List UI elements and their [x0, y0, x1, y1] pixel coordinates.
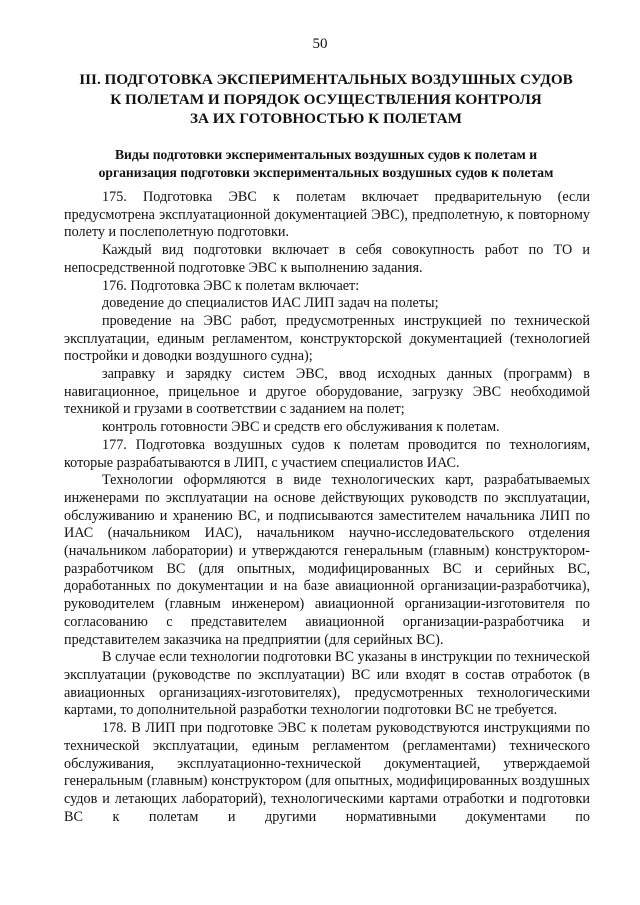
list-item: заправку и зарядку систем ЭВС, ввод исходных данных (программ) в навигационное, прицельное и другое оборудование, загрузку ЭВС необходимой техникой и грузами в соответствии с заданием на полет; — [64, 366, 590, 418]
section-title-line: ЗА ИХ ГОТОВНОСТЬЮ К ПОЛЕТАМ — [190, 110, 462, 127]
paragraph: Технологии оформляются в виде технологических карт, разрабатываемых инженерами по эксплуатации на основе действующих руководств по эксплуатации, обслуживанию и хранению ВС, и подписываются заместителем начальника ЛИП по ИАС (начальником ИАС), начальником научно-исследовательского отделения (начальником лаборатории) и утверждаются генеральным (главным) конструктором-разработчиком ВС (для опытных, модифицированных ВС и серийных ВС, доработанных по документации и на базе авиационной организации-разработчика), руководителем (главным инженером) авиационной организации-изготовителя по согласованию с представителем авиационной организации-разработчика и представителем заказчика на предприятии (для серийных ВС). — [64, 472, 590, 648]
subsection-title-line: Виды подготовки экспериментальных воздушных судов к полетам и — [114, 147, 538, 162]
paragraph-176: 176. Подготовка ЭВС к полетам включает: — [102, 277, 360, 294]
section-title-line: III. ПОДГОТОВКА ЭКСПЕРИМЕНТАЛЬНЫХ ВОЗДУШНЫХ СУДОВ — [79, 71, 573, 88]
subsection-title-line: организация подготовки экспериментальных воздушных судов к полетам — [98, 165, 554, 180]
list-item: контроль готовности ЭВС и средств его обслуживания к полетам. — [102, 419, 500, 436]
paragraph-178: 178. В ЛИП при подготовке ЭВС к полетам руководствуются инструкциями по технической эксплуатации, единым регламентом (регламентами) технического обслуживания, эксплуатационно-технической документацией, утверждаемой генеральным (главным) конструктором (для опытных, модифицированных воздушных судов и летающих лабораторий), технологическими картами отработки и подготовки ВС к полетам и другими нормативными документами по — [64, 720, 590, 825]
subsection-title — [64, 146, 588, 182]
section-title-line: К ПОЛЕТАМ И ПОРЯДОК ОСУЩЕСТВЛЕНИЯ КОНТРОЛЯ — [110, 90, 542, 108]
list-item: доведение до специалистов ИАС ЛИП задач на полеты; — [102, 295, 439, 312]
paragraph: В случае если технологии подготовки ВС указаны в инструкции по технической эксплуатации (руководстве по эксплуатации) ВС или входят в состав отработок (в авиационных организациях-изготовителях), предусмотренных технологическими картами, то дополнительной разработки технологии подготовки ВС не требуется. — [64, 649, 590, 719]
page-number: 50 — [312, 36, 328, 52]
paragraph: Каждый вид подготовки включает в себя совокупность работ по ТО и непосредственной подготовке ЭВС к выполнению задания. — [64, 242, 590, 276]
list-item: проведение на ЭВС работ, предусмотренных инструкцией по технической эксплуатации, единым регламентом, конструкторской документацией (технологией постройки и доводки воздушного судна); — [64, 312, 590, 365]
document-body — [64, 189, 590, 826]
section-title — [64, 70, 588, 129]
paragraph-177: 177. Подготовка воздушных судов к полетам проводится по технологиям, которые разрабатываются в ЛИП, с участием специалистов ИАС. — [64, 436, 590, 471]
paragraph-175: 175. Подготовка ЭВС к полетам включает предварительную (если предусмотрена эксплуатационной документацией ЭВС), предполетную, к повторному полету и послеполетную подготовки. — [64, 189, 590, 241]
